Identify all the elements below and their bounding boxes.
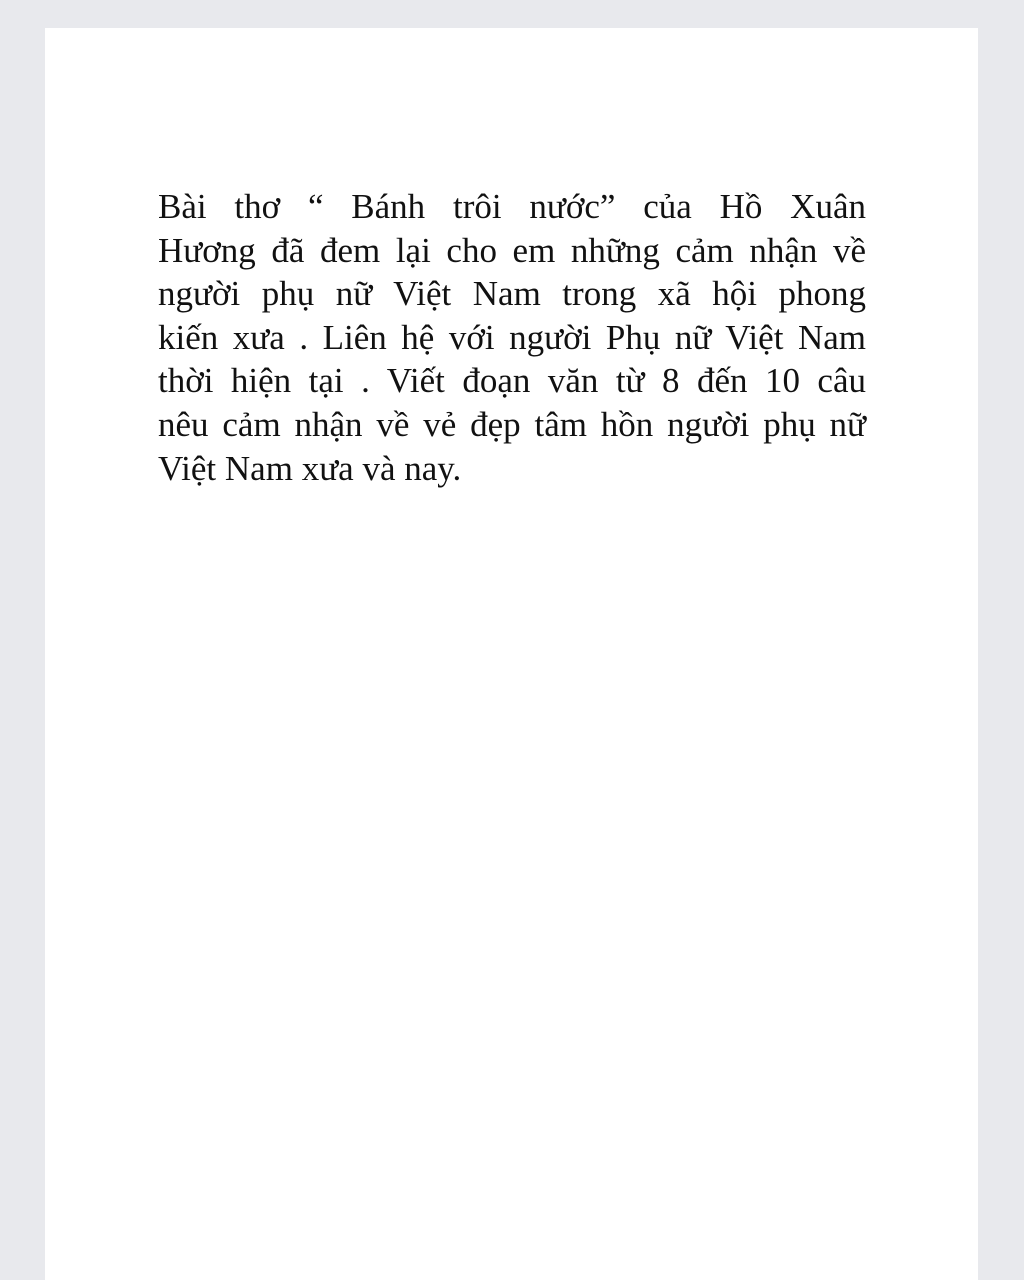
document-page (45, 28, 978, 1280)
paragraph-line: Bài thơ “ Bánh trôi nước” của Hồ Xuân (158, 187, 866, 226)
paragraph-line: thời hiện tại . Viết đoạn văn từ 8 đến 10 câu (158, 361, 866, 401)
paragraph-line: Việt Nam xưa và nay. (158, 448, 462, 488)
paragraph-line: người phụ nữ Việt Nam trong xã hội phong (158, 274, 866, 314)
question-paragraph (158, 185, 866, 490)
paragraph-line: Hương đã đem lại cho em những cảm nhận về (158, 230, 866, 270)
paragraph-line: nêu cảm nhận về vẻ đẹp tâm hồn người phụ nữ (158, 404, 866, 444)
paragraph-line: kiến xưa . Liên hệ với người Phụ nữ Việt Nam (158, 317, 866, 357)
